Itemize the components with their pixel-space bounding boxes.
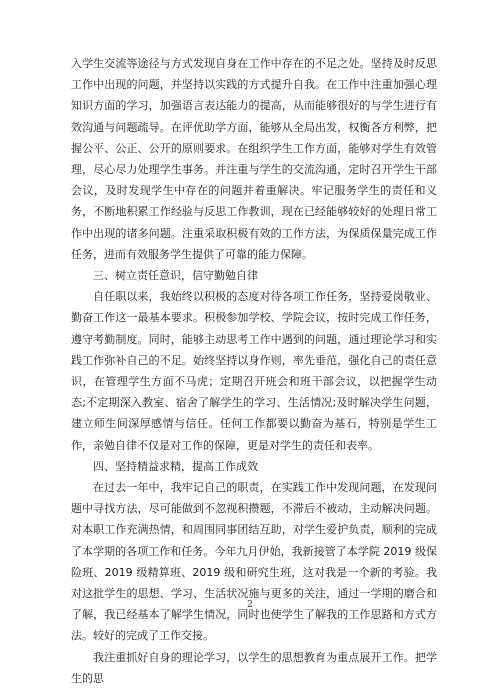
paragraph-1: 入学生交流等途径与方式发现自身在工作中存在的不足之处。坚持及时反思工作中出现的问题，并坚持以实践的方式提升自我。在工作中注重加强心理知识方面的学习，加强语言表达能力的提高，从而能够很好的与学生进行有效沟通与问题疏导。在评优助学方面，能够从全局出发，权衡各方利弊，把握公平、公正、公开的原则要求。在组织学生工作方面，能够对学生有效管理，尽心尽力处理学生事务。并注重与学生的交流沟通，定时召开学生干部会议，及时发现学生中存在的问题并着重解决。牢记服务学生的责任和义务，不断地积累工作经验与反思工作教训，现在已经能够较好的处理日常工作中出现的诸多问题。注重采取积极有效的工作方法，为保质保量完成工作任务，进而有效服务学生提供了可靠的能力保障。 xyxy=(71,57,437,261)
section-heading-3: 三、树立责任意识，信守勤勉自律 xyxy=(93,269,258,283)
paragraph-2: 自任职以来，我始终以积极的态度对待各项工作任务，坚持爱岗敬业、勤奋工作这一最基本要求。积极参加学校、学院会议，按时完成工作任务，遵守考勤制度。同时，能够主动思考工作中遇到的问题，通过理论学习和实践工作弥补自己的不足。始终坚持以身作则，率先垂范，强化自己的责任意识，在管理学生方面不马虎；定期召开班会和班干部会议，以把握学生动态;不定期深入教室、宿舍了解学生的学习、生活情况;及时解决学生问题，建立师生间深厚感情与信任。任何工作都要以勤奋为基石，特别是学生工作，亲勉自律不仅是对工作的保障，更是对学生的责任和表率。 xyxy=(71,290,437,452)
paragraph-4: 我注重抓好自身的理论学习，以学生的思想教育为重点展开工作。把学生的思 xyxy=(71,650,437,685)
paragraph-3: 在过去一年中，我牢记自己的职责，在实践工作中发现问题，在发现问题中寻找方法，尽可能做到不忽视积攒题，不滞后不被动，主动解决问题。对本职工作充满热情，和周围同事团结互助，对学生爱护负责，顺利的完成了本学期的各项工作和任务。今年九月伊始，我新接管了本学院 2019 级保险班、2019 级精算班、2019 级和研究生班，这对我是一个新的考验。我对这批学生的思想、学习、生活状况施与更多的关注，通过一学期的磨合和了解，我已经基本了解学生情况，同时也使学生了解我的工作思路和方式方法。较好的完成了工作交接。 xyxy=(71,481,437,643)
page-number: 2 xyxy=(247,600,253,610)
document-body xyxy=(71,53,437,689)
section-heading-4: 四、坚持精益求精，提高工作成效 xyxy=(93,459,258,473)
